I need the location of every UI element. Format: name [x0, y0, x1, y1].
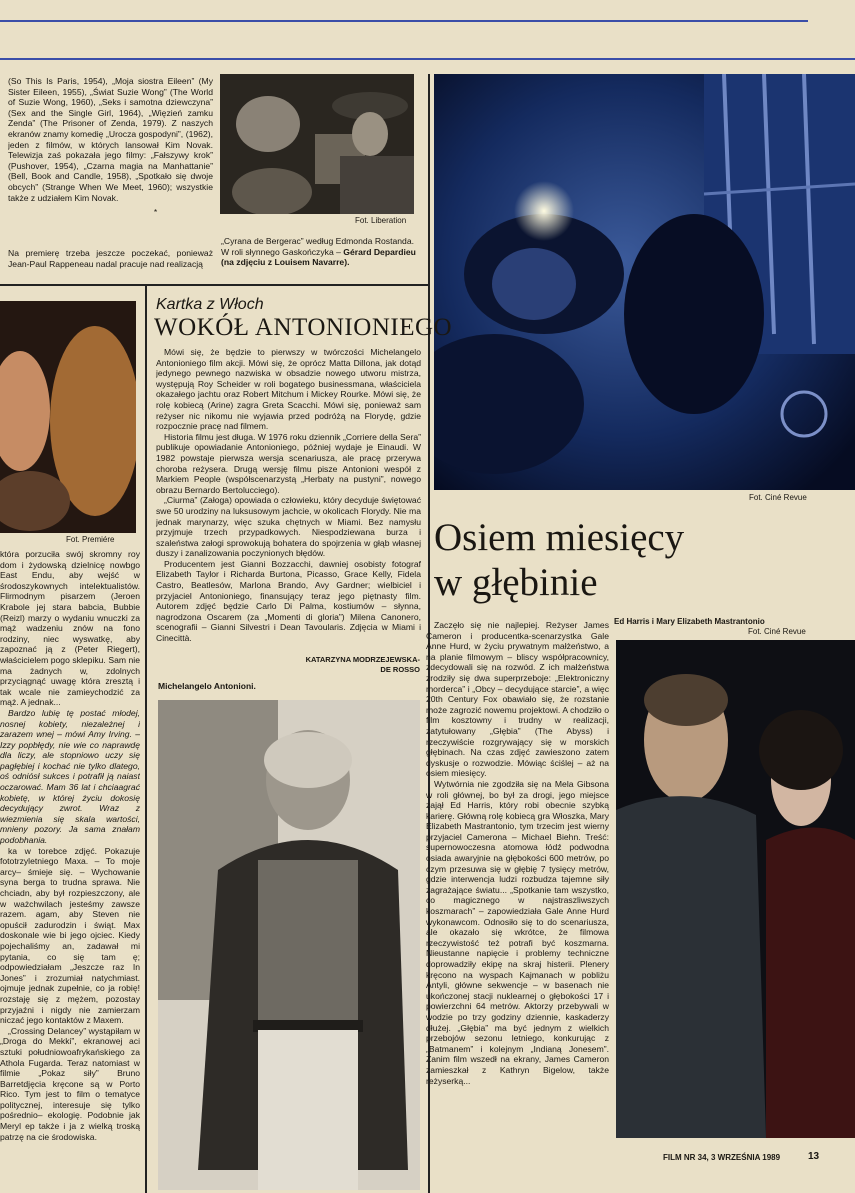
left-column-p2: Bardzo lubię tę postać młodej, nosnej kobiety, niezależnej i zarazem wnej – mówi Amy Irving. – Izzy popbłędy, nie wie co naprawdę dla liczy, ale stopniowo uczy się pagłębiej i kochać nie tylko dlatego, oś odniósł sukces i potrafił ją naiast oczarować. Mam 36 lat i chciaagrać kobietę, w której życiu dokosię decydujący zwrot. Wraz z wiezmienia się skala wartości, mnieny pozory. Ja sama znałam podobhania.: [0, 707, 140, 846]
top-left-paragraph: (So This Is Paris, 1954), „Moja siostra Eileen” (My Sister Eileen, 1955), „Świat Suzie Wong” (The World of Suzie Wong, 1960), „Seks i samotna dziewczyna” (Sex and the Single Girl, 1964), „Więzień zamku Zenda” (The Prisoner of Zenda, 1979). Z naszych ekranów znamy komedię „Urocza gospodyni”, (1962), jeden z filmów, w których lansował Kim Novak. Telewizja zaś pokazała jego filmy: „Fałszywy krok” (Pushover, 1954), „Czarna magia na Manhattanie” (Bell, Book and Candle, 1958), „Spotkało się dwoje obcych” (Strange When We Meet, 1960); wszystkie także z udziałem Kim Novak.: [8, 76, 213, 203]
antonioni-p4: Producentem jest Gianni Bozzacchi, dawniej osobisty fotograf Elizabeth Taylor i Richarda Burtona, Picasso, Grace Kelly, Fidela Castro, Beatlesów, Marlona Brando, Avy Gardner; wielbiciel i przyjaciel Antonioniego, finansujący teraz jego piętnasty film. Autorem zdjęć będzie Carlo Di Palma, kostiumów – słynna, nagrodzona Oscarem (za „Momenti di gloria”) Milena Canonero, scenografii – Gianni Silvestri i Dean Tavoularis. Zdjęcia w Miami i Cinecittà.: [156, 558, 421, 644]
left-column-article: [0, 549, 140, 1189]
antonioni-photo-image: [158, 700, 420, 1190]
column-divider-left: [145, 284, 147, 1193]
antonioni-author: KATARZYNA MODRZEJEWSKA-DE ROSSO: [305, 655, 420, 674]
antonioni-p3: „Ciurma” (Załoga) opowiada o człowieku, który decyduje świętować swe 50 urodziny na luksusowym jachcie, w okolicach Florydy. Nie ma jednak marynarzy, więc szuka chętnych w Miami. Bez namysłu przyjmuje trzech przypadkowych. Niespodziewana burza i szaleństwa załogi sprowokują bohatera do spojrzenia w głąb własnej duszy i zanalizowania poczynionych błędów.: [156, 495, 421, 559]
abyss-p2: Wytwórnia nie zgodziła się na Mela Gibsona w roli głównej, bo był za drogi, jego miejsce zajął Ed Harris, który robi obecnie szybką karierę. Główną rolę kobiecą gra Włoszka, Mary Elizabeth Mastrantonio, tym trzecim jest wierny przyjaciel Camerona – Michael Biehn. Treść: supernowoczesna atomowa łódź podwodna osiada awaryjnie na głębokości 600 metrów, po czym przesuwa się w głębię 7 tysięcy metrów, gdzie interwencja ludzi rozbudza tajemne siły zagrażające światu... „Spotkanie tam wszystko, co magicznego w najstraszliwszych koszmarach” – zapowiedziała Gale Anne Hurd wykonawcom. Odnosiło się to do scenariusza, ale okazało się wkrótce, że filmowa rzeczywistość też potrafi być koszmarna. Nieustanne napięcie i problemy techniczne doprowadziły ekipę na skraj histerii. Plenery kręcono na wyspach Kajmanach w pobliżu Antyli, główne sekwencje – w basenach nie ukończonej stacji nuklearnej o głębokości 17 i powierzchni 64 metrów. Aktorzy przebywali w wodzie po trzy godziny dziennie, kaskaderzy dłużej. „Głębia” ma być jednym z wielkich przebojów sezonu letniego, konkurując z „Batmanem” i kolejnym „Indianą Jonesem”. Zanim film wszedł na ekrany, James Cameron zamieszkał z Kathryn Bigelow, także reżyserką...: [426, 778, 609, 1086]
abyss-article: [426, 620, 609, 1150]
antonioni-p2: Historia filmu jest długa. W 1976 roku dziennik „Corriere della Sera” publikuje opowiadanie Antonioniego, później wydaje je Einaudi. W 1982 powstaje pierwsza wersja scenariusza, ale pracę przerywa choroba reżysera. Drugą wersję filmu pisze Antonioni wespół z Markiem People (współscenarzystą „Herbaty na pustyni”, nowego obrazu Bernardo Bertolucciego).: [156, 431, 421, 495]
cyrano-caption-bold: Gérard Depardieu (na zdjęciu z Louisem Navarre).: [221, 246, 416, 268]
top-left-continuation: Na premierę trzeba jeszcze poczekać, ponieważ Jean-Paul Rappeneau nadal pracuje nad realizacją: [8, 248, 213, 269]
page-number: 13: [808, 1151, 820, 1162]
top-left-article: [8, 76, 213, 246]
cyrano-caption-text: „Cyrana de Bergerac” według Edmonda Rostanda. W roli słynnego Gaskończyka –: [221, 236, 414, 257]
abyss-p1: Zaczęło się nie najlepiej. Reżyser James Cameron i producentka-scenarzystka Gale Anne Hurd, w życiu prywatnym małżeństwo, a na planie filmowym – bliscy współpracownicy, zdecydowali się na rozwód. Z ich małżeństwa zrodziły się dwa superprzeboje: „Elektroniczny morderca” i „Obcy – decydujące starcie”, a więc 20th Century Fox obawiało się, że rozstanie może zagrozić nowemu projektowi. A chodziło o film kosztowny i trudny w realizacji, zatytułowany „Głębia” (The Abyss) i rzeczywiście rozgrywający się w morskich głębinach. Na czas zdjęć zawieszono zatem dyskusje o rozwodzie. Mówiąc ściślej – aż na osiem miesięcy.: [426, 620, 609, 779]
left-column-p3: ka w torebce zdjęć. Pokazuje fototrzyletniego Maxa. – To moje arcy– śmieje się. – Wychowanie syna berga to trudna sprawa. Nie chciadn, aby był rozpieszczony, ale w ważchwilach jesteśmy zawsze razem. agam, aby Steven nie opuścił zadurodzin i świąt. Max doskonale wie bi jego ojciec. Kiedy pojechaliśmy an, zadawał mi pytania, co się tam ę; odpowiedziałam „Jeszcze raz In Jones” i zrozumiał natychmiast. ojmuje jednak zupełnie, co ja robię! rozstaję się z mężem, pozostay przyjaźni i nigdy nie zamierzam niczać jego kontaktów z Maxem.: [0, 845, 140, 1026]
harris-mastrantonio-image: [616, 640, 855, 1138]
harris-mastrantonio-photo: [616, 640, 855, 1138]
cyrano-caption: [221, 236, 419, 268]
antonioni-p1: Mówi się, że będzie to pierwszy w twórczości Michelangelo Antonioniego film akcji. Mówi się, że oprócz Matta Dillona, jak dotąd jedynego pewnego nazwiska w obsadzie nowego utworu mistrza, występują Roy Scheider w roli bogatego businessmana, właściciela okazałego jachtu oraz Robert Mitchum i Mickey Rourke. Mówi się, że rolę kobiecą (Arine) zagra Greta Scacchi. Mówi się, ponieważ sam reżyser nic nikomu nie wyjawia przed podróżą na Florydę, gdzie rozpocznie pracę nad filmem.: [156, 347, 421, 432]
abyss-photo-caption: Ed Harris i Mary Elizabeth Mastrantonio: [614, 617, 765, 626]
abyss-headline-line1: Osiem miesięcy: [434, 516, 685, 559]
antonioni-photo: [158, 700, 420, 1190]
top-rule-second: [0, 58, 855, 60]
abyss-headline-line2: w głębinie: [434, 561, 598, 604]
left-portrait-photo: [0, 301, 136, 533]
footer-issue: FILM NR 34, 3 WRZEŚNIA 1989: [663, 1153, 781, 1162]
antonioni-headline: WOKÓŁ ANTONIONIEGO: [154, 314, 453, 341]
antonioni-photo-caption: Michelangelo Antonioni.: [158, 681, 256, 691]
antonioni-article: [156, 347, 421, 657]
left-portrait-image: [0, 301, 136, 533]
left-portrait-credit: Fot. Premiére: [66, 535, 115, 544]
column-divider-cyrano: [428, 74, 430, 284]
section-divider: [0, 284, 428, 286]
abyss-top-credit: Fot. Ciné Revue: [749, 493, 807, 502]
left-column-p4: „Crossing Delancey” wystąpiłam w „Droga do Mekki”, ekranowej aci sztuki południowoafrykańskiego za Athola Fugarda. Teraz natomiast w filmie „Pokaz siły” Bruno Barretdjęcia kręcone są w Porto Rico. Tym jest to film o tematyce politycznej, interesuje się tylko pośrednio– ekologię. Podobnie jak Meryl ep także i ja z wielką troską patrzę na cie środowiska.: [0, 1025, 140, 1142]
abyss-caption-credit: Fot. Ciné Revue: [748, 627, 806, 636]
cyrano-credit: Fot. Liberation: [355, 216, 407, 225]
cyrano-photo-image: [220, 74, 414, 214]
section-star: *: [153, 207, 158, 218]
cyrano-photo: [220, 74, 414, 214]
left-column-p1: która porzuciła swój skromny roy dom i żydowską dzielnicę nowbgo East Endu, aby wejść w środoszykownych intelektualistów. Flirmodnym pisarzem (Jeroen Krabole jej stara babcia, Bubbie (Reizl) marzy o wydaniu wnuczki za mąż wadzeniu znów na fono rodziny, niec wyswatkę, aby zapoznać ją z (Peter Riegert), właścicielem pogo sklepiku. Sam nie ma żadnych w, zdolnych przyciągnąć uwagę która zresztą i tak wcale nie zamieychodzić za mąż. A jednak...: [0, 549, 140, 708]
antonioni-kicker: Kartka z Włoch: [156, 296, 264, 313]
abyss-diver-image: [434, 74, 855, 490]
top-rule: [0, 20, 808, 22]
abyss-diver-photo: [434, 74, 855, 490]
